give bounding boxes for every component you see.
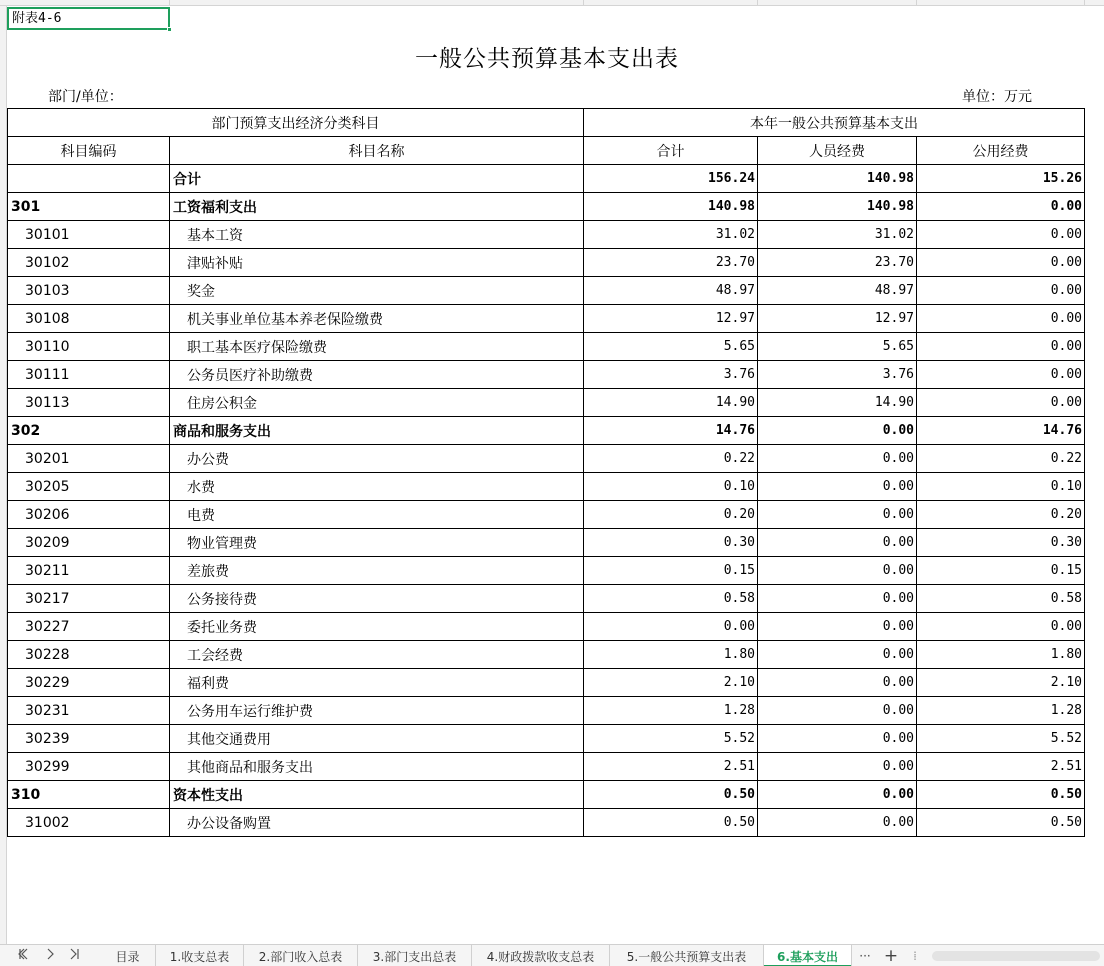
row-personnel-cell[interactable]: 0.00 [758, 557, 917, 585]
table-row [8, 221, 1085, 249]
row-code-cell[interactable]: 30227 [8, 613, 170, 641]
row-public-cell[interactable]: 0.00 [917, 389, 1085, 417]
row-total-cell[interactable]: 23.70 [584, 249, 758, 277]
table-row [8, 669, 1085, 697]
row-code-cell[interactable]: 302 [8, 417, 170, 445]
row-total-cell[interactable]: 0.50 [584, 781, 758, 809]
row-personnel-cell[interactable]: 0.00 [758, 613, 917, 641]
row-personnel-cell[interactable]: 0.00 [758, 417, 917, 445]
table-row [8, 529, 1085, 557]
table-row [8, 613, 1085, 641]
table-row [8, 417, 1085, 445]
row-code-cell[interactable]: 30111 [8, 361, 170, 389]
table-row [8, 249, 1085, 277]
row-public-cell[interactable]: 0.00 [917, 277, 1085, 305]
horizontal-scrollbar[interactable] [932, 951, 1100, 961]
row-total-cell[interactable]: 14.76 [584, 417, 758, 445]
row-code-cell[interactable]: 30299 [8, 753, 170, 781]
row-personnel-cell[interactable]: 0.00 [758, 781, 917, 809]
row-personnel-cell[interactable]: 0.00 [758, 697, 917, 725]
row-header-strip[interactable] [0, 6, 7, 944]
row-total-cell[interactable]: 1.80 [584, 641, 758, 669]
last-sheet-icon[interactable] [66, 947, 82, 965]
selected-cell-a1[interactable] [7, 7, 170, 30]
row-name-cell[interactable]: 公务用车运行维护费 [170, 697, 584, 725]
row-name-cell[interactable]: 职工基本医疗保险缴费 [170, 333, 584, 361]
row-public-cell[interactable]: 0.00 [917, 221, 1085, 249]
table-row [8, 389, 1085, 417]
header-group-right[interactable]: 本年一般公共预算基本支出 [584, 109, 1085, 137]
row-total-cell[interactable]: 1.28 [584, 697, 758, 725]
row-total-cell[interactable]: 140.98 [584, 193, 758, 221]
table-row [8, 445, 1085, 473]
row-personnel-cell[interactable]: 14.90 [758, 389, 917, 417]
table-row [8, 165, 1085, 193]
row-personnel-cell[interactable]: 48.97 [758, 277, 917, 305]
row-total-cell[interactable]: 5.65 [584, 333, 758, 361]
row-code-cell[interactable]: 30211 [8, 557, 170, 585]
row-total-cell[interactable]: 2.10 [584, 669, 758, 697]
row-name-cell[interactable]: 福利费 [170, 669, 584, 697]
row-personnel-cell[interactable]: 0.00 [758, 445, 917, 473]
row-personnel-cell[interactable]: 0.00 [758, 473, 917, 501]
row-code-cell[interactable]: 30217 [8, 585, 170, 613]
row-personnel-cell[interactable]: 0.00 [758, 809, 917, 837]
row-code-cell[interactable]: 30228 [8, 641, 170, 669]
row-personnel-cell[interactable]: 5.65 [758, 333, 917, 361]
row-total-cell[interactable]: 31.02 [584, 221, 758, 249]
row-public-cell[interactable]: 0.20 [917, 501, 1085, 529]
row-public-cell[interactable]: 0.50 [917, 809, 1085, 837]
row-code-cell[interactable]: 310 [8, 781, 170, 809]
table-row [8, 305, 1085, 333]
row-name-cell[interactable]: 津贴补贴 [170, 249, 584, 277]
table-row [8, 697, 1085, 725]
row-public-cell[interactable]: 0.30 [917, 529, 1085, 557]
row-public-cell[interactable]: 0.00 [917, 193, 1085, 221]
row-code-cell[interactable]: 30103 [8, 277, 170, 305]
header-group-left[interactable]: 部门预算支出经济分类科目 [8, 109, 584, 137]
row-name-cell[interactable]: 工会经费 [170, 641, 584, 669]
row-personnel-cell[interactable]: 140.98 [758, 165, 917, 193]
header-personnel[interactable]: 人员经费 [758, 137, 917, 165]
header-name[interactable]: 科目名称 [170, 137, 584, 165]
table-row [8, 641, 1085, 669]
row-total-cell[interactable]: 0.00 [584, 613, 758, 641]
row-code-cell[interactable]: 30201 [8, 445, 170, 473]
prev-sheet-icon[interactable] [14, 947, 30, 965]
sheet-tab[interactable]: 2.部门收入总表 [244, 945, 358, 966]
row-code-cell[interactable]: 30113 [8, 389, 170, 417]
table-row [8, 473, 1085, 501]
row-code-cell[interactable]: 30239 [8, 725, 170, 753]
row-code-cell[interactable]: 31002 [8, 809, 170, 837]
table-row [8, 753, 1085, 781]
row-public-cell[interactable]: 15.26 [917, 165, 1085, 193]
sheet-tab-bar [0, 944, 1104, 966]
row-total-cell[interactable]: 156.24 [584, 165, 758, 193]
more-sheets-button[interactable]: ··· [859, 949, 871, 963]
sheet-tab[interactable]: 目录 [100, 945, 156, 966]
row-total-cell[interactable]: 2.51 [584, 753, 758, 781]
row-name-cell[interactable]: 差旅费 [170, 557, 584, 585]
header-row-columns [8, 137, 1085, 165]
row-name-cell[interactable]: 基本工资 [170, 221, 584, 249]
add-sheet-button[interactable]: + [883, 946, 899, 966]
row-public-cell[interactable]: 0.50 [917, 781, 1085, 809]
row-name-cell[interactable]: 奖金 [170, 277, 584, 305]
row-code-cell[interactable]: 30205 [8, 473, 170, 501]
fill-handle[interactable] [167, 27, 172, 32]
sheet-tab[interactable]: 3.部门支出总表 [358, 945, 472, 966]
row-public-cell[interactable]: 0.58 [917, 585, 1085, 613]
row-name-cell[interactable]: 其他商品和服务支出 [170, 753, 584, 781]
row-personnel-cell[interactable]: 0.00 [758, 529, 917, 557]
header-row-group [8, 109, 1085, 137]
table-row [8, 333, 1085, 361]
row-personnel-cell[interactable]: 0.00 [758, 641, 917, 669]
row-public-cell[interactable]: 0.00 [917, 305, 1085, 333]
row-public-cell[interactable]: 2.10 [917, 669, 1085, 697]
row-name-cell[interactable]: 工资福利支出 [170, 193, 584, 221]
row-public-cell[interactable]: 0.00 [917, 249, 1085, 277]
column-header-strip[interactable] [0, 0, 1104, 6]
row-public-cell[interactable]: 1.28 [917, 697, 1085, 725]
row-total-cell[interactable]: 0.58 [584, 585, 758, 613]
header-public[interactable]: 公用经费 [917, 137, 1085, 165]
row-public-cell[interactable]: 0.22 [917, 445, 1085, 473]
row-total-cell[interactable]: 5.52 [584, 725, 758, 753]
row-code-cell[interactable]: 30231 [8, 697, 170, 725]
row-code-cell[interactable]: 30108 [8, 305, 170, 333]
row-name-cell[interactable]: 公务接待费 [170, 585, 584, 613]
row-name-cell[interactable]: 办公设备购置 [170, 809, 584, 837]
row-personnel-cell[interactable]: 0.00 [758, 501, 917, 529]
row-name-cell[interactable]: 委托业务费 [170, 613, 584, 641]
row-personnel-cell[interactable]: 0.00 [758, 669, 917, 697]
row-personnel-cell[interactable]: 12.97 [758, 305, 917, 333]
row-name-cell[interactable]: 机关事业单位基本养老保险缴费 [170, 305, 584, 333]
table-row [8, 557, 1085, 585]
table-row [8, 361, 1085, 389]
row-total-cell[interactable]: 0.22 [584, 445, 758, 473]
sheet-tab[interactable]: 4.财政拨款收支总表 [472, 945, 610, 966]
row-total-cell[interactable]: 0.50 [584, 809, 758, 837]
table-row [8, 501, 1085, 529]
row-name-cell[interactable]: 水费 [170, 473, 584, 501]
row-public-cell[interactable]: 0.00 [917, 613, 1085, 641]
row-total-cell[interactable]: 14.90 [584, 389, 758, 417]
row-code-cell[interactable] [8, 165, 170, 193]
row-code-cell[interactable]: 30229 [8, 669, 170, 697]
table-row [8, 725, 1085, 753]
header-total[interactable]: 合计 [584, 137, 758, 165]
row-name-cell[interactable]: 住房公积金 [170, 389, 584, 417]
row-name-cell[interactable]: 办公费 [170, 445, 584, 473]
budget-table [7, 108, 1085, 837]
row-name-cell[interactable]: 其他交通费用 [170, 725, 584, 753]
row-code-cell[interactable]: 301 [8, 193, 170, 221]
row-personnel-cell[interactable]: 140.98 [758, 193, 917, 221]
row-public-cell[interactable]: 0.15 [917, 557, 1085, 585]
row-personnel-cell[interactable]: 0.00 [758, 753, 917, 781]
row-name-cell[interactable]: 资本性支出 [170, 781, 584, 809]
row-public-cell[interactable]: 0.10 [917, 473, 1085, 501]
row-code-cell[interactable]: 30209 [8, 529, 170, 557]
row-personnel-cell[interactable]: 31.02 [758, 221, 917, 249]
row-public-cell[interactable]: 0.00 [917, 361, 1085, 389]
table-row [8, 809, 1085, 837]
row-total-cell[interactable]: 0.20 [584, 501, 758, 529]
row-total-cell[interactable]: 3.76 [584, 361, 758, 389]
row-personnel-cell[interactable]: 0.00 [758, 585, 917, 613]
row-name-cell[interactable]: 电费 [170, 501, 584, 529]
next-sheet-icon[interactable] [42, 947, 58, 965]
sheet-tab[interactable]: 1.收支总表 [156, 945, 244, 966]
row-total-cell[interactable]: 0.30 [584, 529, 758, 557]
row-code-cell[interactable]: 30206 [8, 501, 170, 529]
row-code-cell[interactable]: 30102 [8, 249, 170, 277]
sheet-tab[interactable]: 6.基本支出 [764, 945, 852, 966]
row-personnel-cell[interactable]: 3.76 [758, 361, 917, 389]
dept-label: 部门/单位： [48, 89, 123, 105]
row-name-cell[interactable]: 合计 [170, 165, 584, 193]
row-public-cell[interactable]: 2.51 [917, 753, 1085, 781]
row-public-cell[interactable]: 1.80 [917, 641, 1085, 669]
table-row [8, 781, 1085, 809]
row-public-cell[interactable]: 0.00 [917, 333, 1085, 361]
row-code-cell[interactable]: 30110 [8, 333, 170, 361]
row-code-cell[interactable]: 30101 [8, 221, 170, 249]
row-total-cell[interactable]: 48.97 [584, 277, 758, 305]
row-total-cell[interactable]: 0.15 [584, 557, 758, 585]
row-name-cell[interactable]: 商品和服务支出 [170, 417, 584, 445]
row-total-cell[interactable]: 0.10 [584, 473, 758, 501]
sheet-tab[interactable]: 5.一般公共预算支出表 [610, 945, 764, 966]
header-code[interactable]: 科目编码 [8, 137, 170, 165]
row-total-cell[interactable]: 12.97 [584, 305, 758, 333]
page-title: 一般公共预算基本支出表 [415, 46, 679, 72]
row-name-cell[interactable]: 公务员医疗补助缴费 [170, 361, 584, 389]
row-personnel-cell[interactable]: 0.00 [758, 725, 917, 753]
table-row [8, 193, 1085, 221]
row-personnel-cell[interactable]: 23.70 [758, 249, 917, 277]
row-public-cell[interactable]: 14.76 [917, 417, 1085, 445]
row-public-cell[interactable]: 5.52 [917, 725, 1085, 753]
cell-ref-text: 附表4-6 [12, 11, 62, 26]
unit-label: 单位：万元 [962, 89, 1032, 105]
tab-splitter-handle[interactable]: ⁞ [913, 949, 917, 963]
table-row [8, 585, 1085, 613]
table-row [8, 277, 1085, 305]
row-name-cell[interactable]: 物业管理费 [170, 529, 584, 557]
